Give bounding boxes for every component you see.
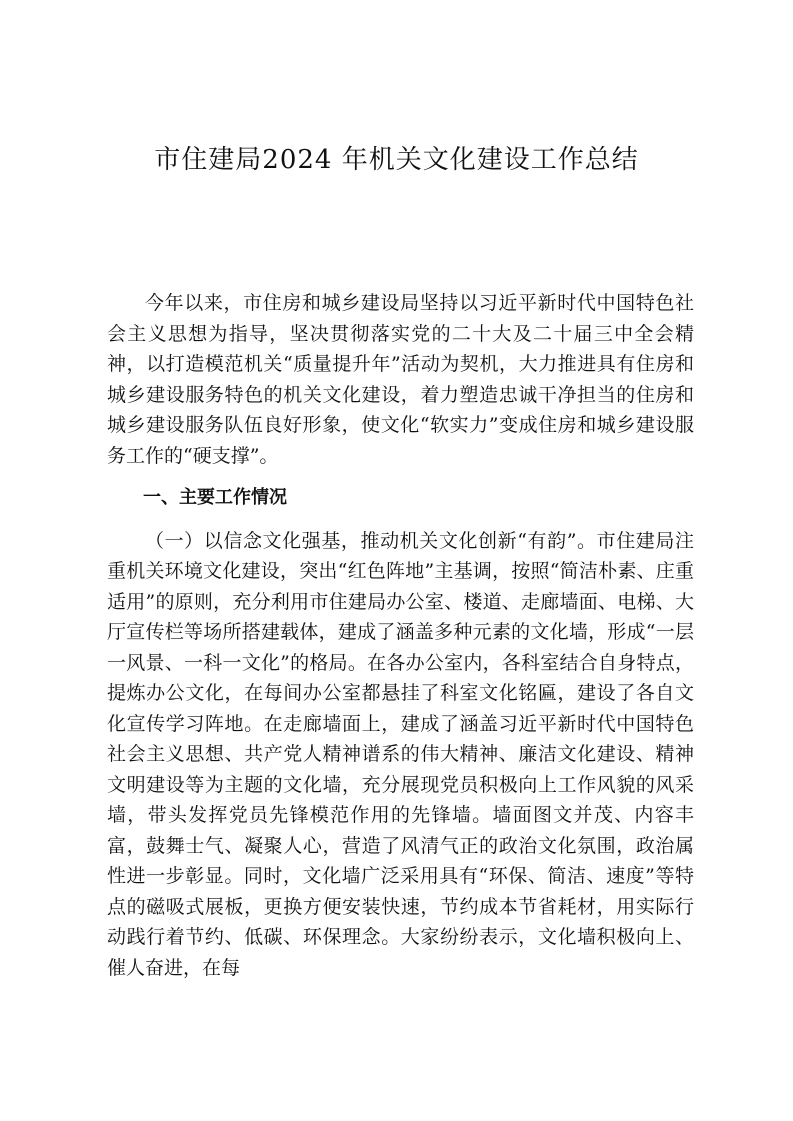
- document-title: 市住建局2024 年机关文化建设工作总结: [154, 145, 639, 175]
- document-body: [107, 288, 694, 983]
- section-heading: 一、主要工作情况: [143, 487, 287, 508]
- section-paragraph: （一）以信念文化强基，推动机关文化创新“有韵”。市住建局注重机关环境文化建设，突出“红色阵地”主基调，按照“简洁朴素、庄重适用”的原则，充分利用市住建局办公室、楼道、走廊墙面、电梯、大厅宣传栏等场所搭建载体，建成了涵盖多种元素的文化墙，形成“一层一风景、一科一文化”的格局。在各办公室内，各科室结合自身特点，提炼办公文化，在每间办公室都悬挂了科室文化铭匾，建设了各自文化宣传学习阵地。在走廊墙面上，建成了涵盖习近平新时代中国特色社会主义思想、共产党人精神谱系的伟大精神、廉洁文化建设、精神文明建设等为主题的文化墙，充分展现党员积极向上工作风貌的风采墙，带头发挥党员先锋模范作用的先锋墙。墙面图文并茂、内容丰富，鼓舞士气、凝聚人心，营造了风清气正的政治文化氛围，政治属性进一步彰显。同时，文化墙广泛采用具有“环保、简洁、速度”等特点的磁吸式展板，更换方便安装快速，节约成本节省耗材，用实际行动践行着节约、低碳、环保理念。大家纷纷表示，文化墙积极向上、催人奋进，在每: [107, 529, 694, 979]
- intro-paragraph: 今年以来，市住房和城乡建设局坚持以习近平新时代中国特色社会主义思想为指导，坚决贯彻落实党的二十大及二十届三中全会精神，以打造模范机关“质量提升年”活动为契机，大力推进具有住房和城乡建设服务特色的机关文化建设，着力塑造忠诚干净担当的住房和城乡建设服务队伍良好形象，使文化“软实力”变成住房和城乡建设服务工作的“硬支撑”。: [107, 292, 694, 467]
